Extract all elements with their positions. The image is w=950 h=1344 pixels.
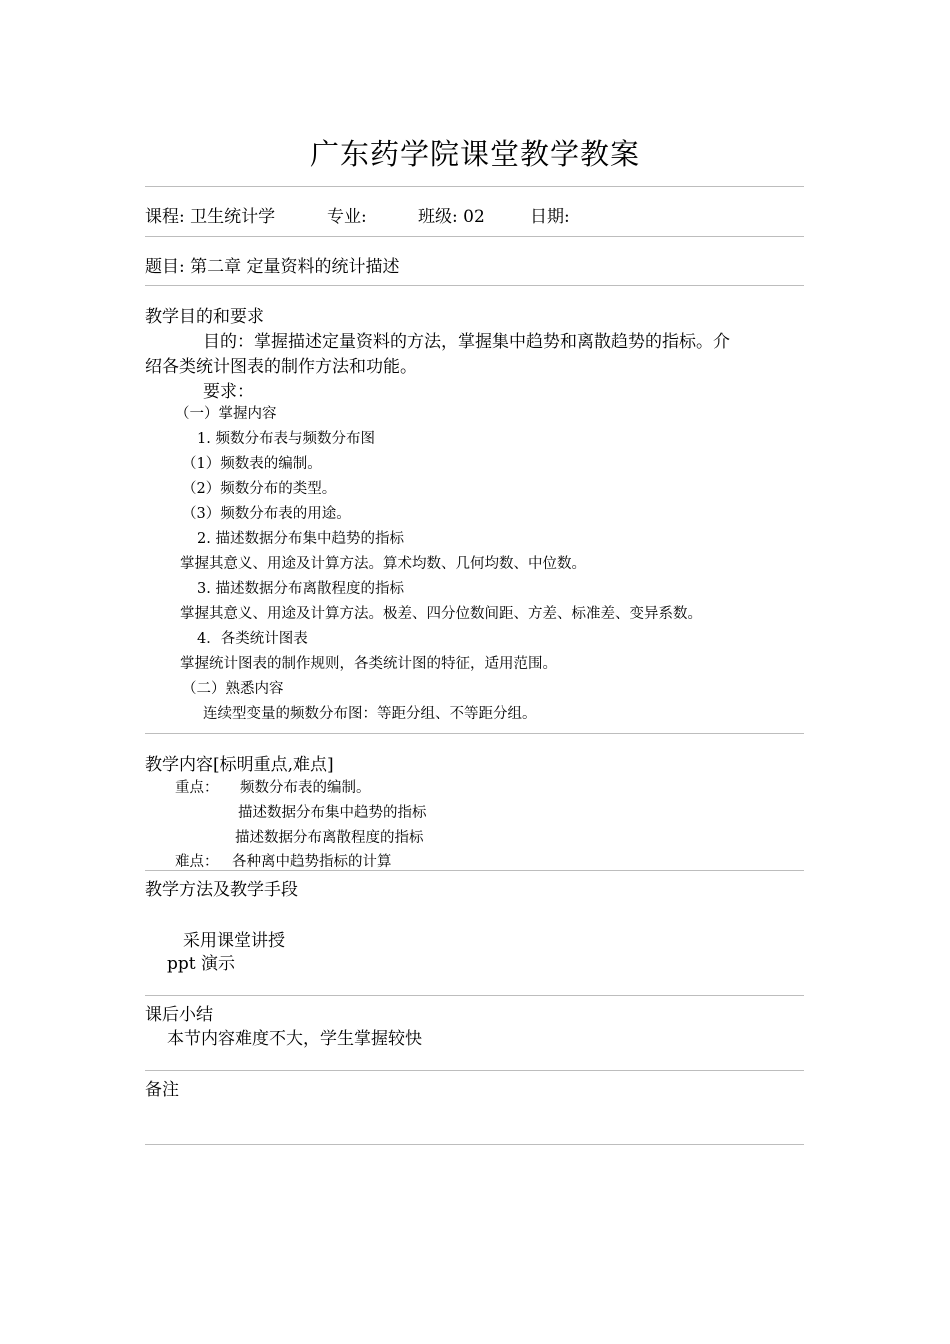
date-field: 日期: bbox=[530, 207, 570, 227]
key-points-label: 重点： bbox=[175, 780, 219, 796]
course-field: 课程: 卫生统计学 bbox=[145, 207, 276, 227]
purpose-text: 绍各类统计图表的制作方法和功能。 bbox=[145, 357, 417, 377]
section-heading: 教学目的和要求 bbox=[145, 307, 264, 327]
list-item: 掌握其意义、用途及计算方法。极差、四分位数间距、方差、标准差、变异系数。 bbox=[180, 606, 702, 622]
list-item: 1. 频数分布表与频数分布图 bbox=[197, 431, 375, 447]
requirements-label: 要求： bbox=[203, 382, 254, 402]
major-field: 专业: bbox=[327, 207, 367, 227]
difficult-point: 各种离中趋势指标的计算 bbox=[232, 854, 392, 870]
list-item: （2）频数分布的类型。 bbox=[182, 481, 337, 497]
key-point: 描述数据分布离散程度的指标 bbox=[235, 830, 424, 846]
key-point: 描述数据分布集中趋势的指标 bbox=[238, 805, 427, 821]
divider bbox=[145, 870, 804, 871]
divider bbox=[145, 285, 804, 286]
section-heading: 教学方法及教学手段 bbox=[145, 880, 298, 900]
purpose-text: 目的：掌握描述定量资料的方法，掌握集中趋势和离散趋势的指标。介 bbox=[203, 332, 730, 352]
list-item: 连续型变量的频数分布图：等距分组、不等距分组。 bbox=[203, 706, 537, 722]
divider bbox=[145, 236, 804, 237]
divider bbox=[145, 733, 804, 734]
key-point: 频数分布表的编制。 bbox=[240, 780, 371, 796]
section-heading: 课后小结 bbox=[145, 1005, 213, 1025]
list-item: 4．各类统计图表 bbox=[197, 631, 308, 647]
method-line: ppt 演示 bbox=[167, 954, 235, 974]
list-item: （3）频数分布表的用途。 bbox=[182, 506, 351, 522]
list-item: 3. 描述数据分布离散程度的指标 bbox=[197, 581, 404, 597]
class-field: 班级: 02 bbox=[418, 207, 485, 227]
summary-text: 本节内容难度不大，学生掌握较快 bbox=[167, 1029, 422, 1049]
list-item: 掌握统计图表的制作规则，各类统计图的特征，适用范围。 bbox=[180, 656, 557, 672]
divider bbox=[145, 995, 804, 996]
topic-line: 题目: 第二章 定量资料的统计描述 bbox=[145, 257, 400, 277]
difficult-points-label: 难点： bbox=[175, 854, 219, 870]
list-item: 掌握其意义、用途及计算方法。算术均数、几何均数、中位数。 bbox=[180, 556, 586, 572]
divider bbox=[145, 1070, 804, 1071]
document-title: 广东药学院课堂教学教案 bbox=[309, 137, 640, 171]
method-line: 采用课堂讲授 bbox=[183, 931, 285, 951]
section-heading: 教学内容[标明重点,难点] bbox=[145, 755, 334, 775]
divider bbox=[145, 1144, 804, 1145]
list-item: （1）频数表的编制。 bbox=[182, 456, 322, 472]
list-item: （一）掌握内容 bbox=[175, 406, 277, 422]
divider bbox=[145, 186, 804, 187]
list-item: （二）熟悉内容 bbox=[182, 681, 284, 697]
section-heading: 备注 bbox=[145, 1080, 179, 1100]
list-item: 2. 描述数据分布集中趋势的指标 bbox=[197, 531, 404, 547]
